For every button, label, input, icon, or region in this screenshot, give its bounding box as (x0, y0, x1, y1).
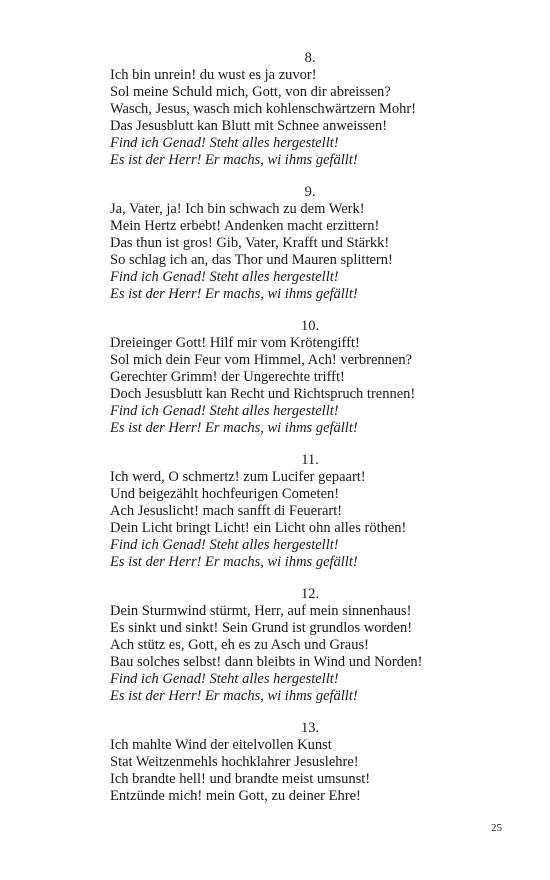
refrain-line: Es ist der Herr! Er machs, wi ihms gefällt! (110, 554, 358, 570)
stanza-number: 11. (301, 452, 319, 468)
refrain-line: Es ist der Herr! Er machs, wi ihms gefällt! (110, 286, 358, 302)
refrain-line: Find ich Genad! Steht alles hergestellt! (110, 537, 339, 553)
verse-line: Ich bin unrein! du wust es ja zuvor! (110, 67, 317, 83)
refrain-line: Es ist der Herr! Er machs, wi ihms gefällt! (110, 152, 358, 168)
verse-line: Mein Hertz erbebt! Andenken macht erzittern! (110, 218, 380, 234)
verse-line: Entzünde mich! mein Gott, zu deiner Ehre! (110, 788, 361, 804)
verse-line: Wasch, Jesus, wasch mich kohlenschwärtzern Mohr! (110, 101, 417, 117)
verse-line: Dein Licht bringt Licht! ein Licht ohn alles röthen! (110, 520, 407, 536)
verse-line: Dein Sturmwind stürmt, Herr, auf mein sinnenhaus! (110, 603, 412, 619)
stanza-number: 12. (300, 586, 320, 602)
verse-line: Doch Jesusblutt kan Recht und Richtspruch trennen! (110, 386, 416, 402)
verse-line: Dreieinger Gott! Hilf mir vom Krötengifft! (110, 335, 360, 351)
stanza (110, 720, 510, 805)
verse-line: Es sinkt und sinkt! Sein Grund ist grundlos worden! (110, 620, 413, 636)
stanza (110, 50, 510, 169)
refrain-line: Es ist der Herr! Er machs, wi ihms gefällt! (110, 420, 358, 436)
verse-line: Das thun ist gros! Gib, Vater, Krafft und Stärkk! (110, 235, 390, 251)
verse-line: Stat Weitzenmehls hochklahrer Jesuslehre! (110, 754, 359, 770)
verse-line: Sol mich dein Feur vom Himmel, Ach! verbrennen? (110, 352, 413, 368)
refrain-line: Es ist der Herr! Er machs, wi ihms gefällt! (110, 688, 358, 704)
verse-line: Ich mahlte Wind der eitelvollen Kunst (110, 737, 332, 753)
verse-line: Bau solches selbst! dann bleibts in Wind und Norden! (110, 654, 423, 670)
verse-line: Das Jesusblutt kan Blutt mit Schnee anweissen! (110, 118, 388, 134)
verse-line: So schlag ich an, das Thor und Mauren splittern! (110, 252, 393, 268)
stanza-number: 13. (300, 720, 320, 736)
verse-line: Und beigezählt hochfeurigen Cometen! (110, 486, 340, 502)
verse-line: Ich werd, O schmertz! zum Lucifer gepaart! (110, 469, 366, 485)
page-number: 25 (491, 822, 502, 834)
refrain-line: Find ich Genad! Steht alles hergestellt! (110, 403, 339, 419)
stanza-number: 9. (304, 184, 316, 200)
verse-line: Ja, Vater, ja! Ich bin schwach zu dem Werk! (110, 201, 365, 217)
verse-line: Ach stütz es, Gott, eh es zu Asch und Graus! (110, 637, 369, 653)
stanza (110, 318, 510, 437)
refrain-line: Find ich Genad! Steht alles hergestellt! (110, 269, 339, 285)
stanza (110, 586, 510, 705)
stanza (110, 184, 510, 303)
verse-line: Ach Jesuslicht! mach sanfft di Feuerart! (110, 503, 343, 519)
stanza-number: 10. (300, 318, 320, 334)
refrain-line: Find ich Genad! Steht alles hergestellt! (110, 135, 339, 151)
verse-line: Sol meine Schuld mich, Gott, von dir abreissen? (110, 84, 391, 100)
stanza-number: 8. (304, 50, 316, 66)
verse-line: Gerechter Grimm! der Ungerechte trifft! (110, 369, 345, 385)
verse-line: Ich brandte hell! und brandte meist umsunst! (110, 771, 371, 787)
refrain-line: Find ich Genad! Steht alles hergestellt! (110, 671, 339, 687)
stanza (110, 452, 510, 571)
